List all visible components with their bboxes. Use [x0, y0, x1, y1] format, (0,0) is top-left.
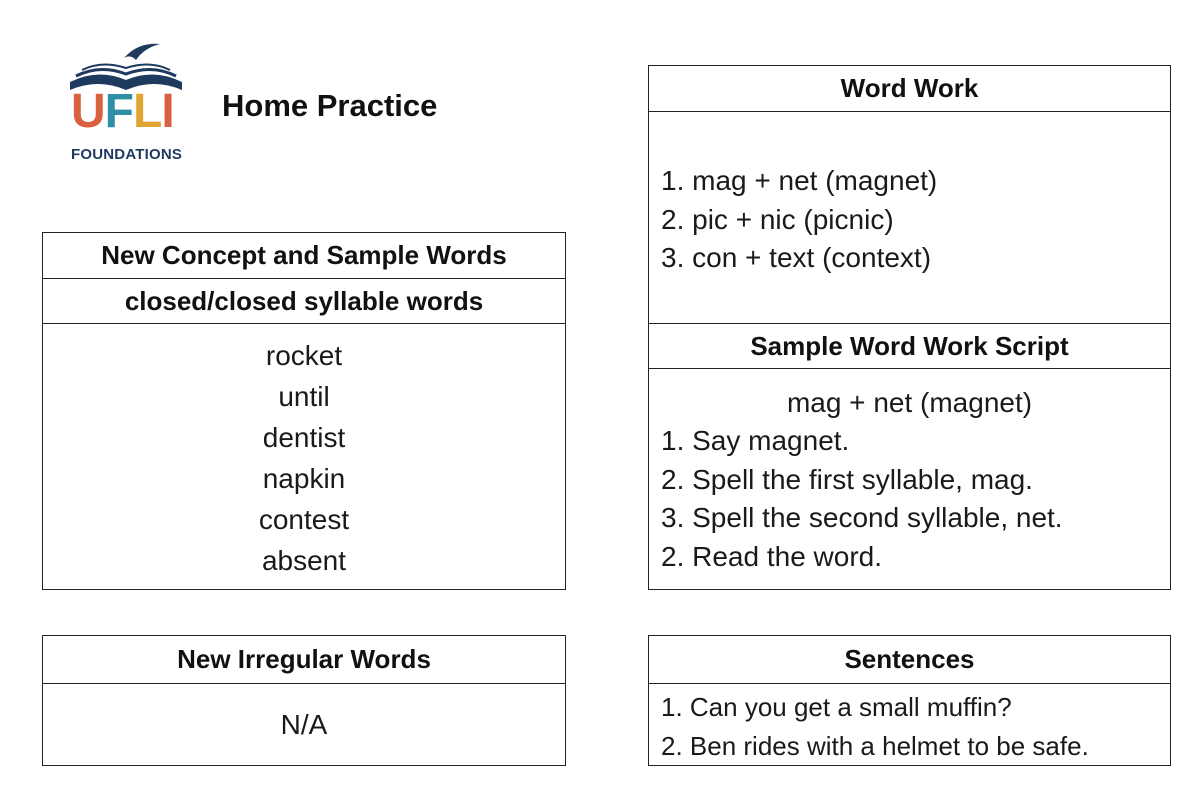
irregular-words-value: N/A — [280, 709, 328, 740]
word-work-item: 3. con + text (context) — [661, 242, 932, 273]
sample-word: napkin — [262, 463, 346, 494]
sample-word: absent — [261, 545, 347, 576]
new-concept-header: New Concept and Sample Words — [101, 240, 507, 270]
sample-word: dentist — [262, 422, 346, 453]
sample-word: rocket — [265, 340, 343, 371]
script-header: Sample Word Work Script — [750, 330, 1069, 361]
sample-word: contest — [258, 504, 350, 535]
logo-letter: F — [104, 85, 133, 138]
ufli-foundations-logo — [68, 40, 188, 166]
divider — [649, 368, 1170, 369]
script-example: mag + net (magnet) — [786, 387, 1033, 418]
sentence-list — [661, 688, 1162, 765]
script-step: 2. Read the word. — [661, 540, 883, 572]
word-work-box — [648, 65, 1171, 590]
sentence-item: 2. Ben rides with a helmet to be safe. — [661, 730, 1089, 761]
word-work-header: Word Work — [840, 73, 979, 103]
script-step: 2. Spell the first syllable, mag. — [661, 463, 1033, 495]
logo-letter: L — [133, 85, 162, 138]
sample-word: until — [278, 381, 330, 412]
logo-letter: U — [71, 85, 105, 138]
divider — [43, 323, 565, 324]
divider — [649, 683, 1170, 684]
logo-wordmark — [71, 85, 174, 138]
sentences-box — [648, 635, 1171, 766]
script-step: 1. Say magnet. — [661, 425, 850, 456]
logo-subtitle: FOUNDATIONS — [71, 146, 183, 163]
script-steps — [661, 422, 1162, 576]
script-step: 3. Spell the second syllable, net. — [661, 502, 1063, 533]
sample-word-list — [43, 335, 565, 581]
page-title: Home Practice — [222, 88, 438, 123]
word-work-list — [661, 162, 1162, 278]
new-concept-box — [42, 232, 566, 590]
sentence-item: 1. Can you get a small muffin? — [661, 692, 1012, 722]
word-work-item: 1. mag + net (magnet) — [661, 165, 938, 196]
divider — [649, 111, 1170, 112]
concept-subheader: closed/closed syllable words — [124, 285, 484, 316]
irregular-words-box — [42, 635, 566, 766]
irregular-words-header: New Irregular Words — [177, 644, 431, 674]
logo-letter: I — [161, 85, 174, 138]
sentences-header: Sentences — [844, 644, 975, 674]
word-work-item: 2. pic + nic (picnic) — [661, 203, 894, 235]
